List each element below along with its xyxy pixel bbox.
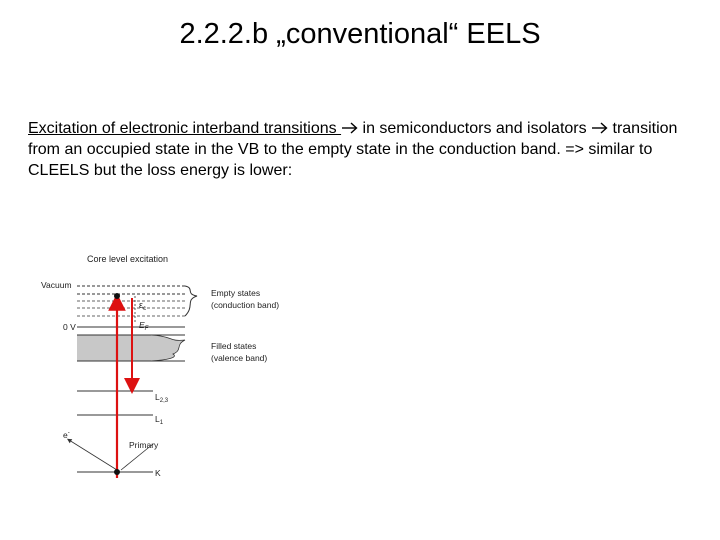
core-level-excitation-diagram: [35, 250, 305, 490]
conduction-band-label: (conduction band): [211, 300, 280, 310]
valence-band-fill: [77, 335, 151, 361]
l1-label: $L_1$: [155, 414, 164, 426]
filled-states-label: Filled states: [211, 341, 257, 351]
slide-title: 2.2.2.b „conventional“ EELS: [179, 18, 541, 50]
core-electron-dot: [114, 469, 120, 475]
vacuum-label: Vacuum: [41, 280, 72, 290]
valence-band-label: (valence band): [211, 353, 268, 363]
body-mid-text: in semiconductors and isolators: [358, 120, 592, 137]
ef-label: $E_F$: [139, 320, 149, 332]
l23-label: $L_{2,3}$: [155, 392, 169, 404]
empty-density-of-states-curve: [185, 286, 197, 316]
body-paragraph: [28, 118, 698, 181]
ec-label: $\varepsilon_c$: [139, 300, 147, 312]
diagram-heading: Core level excitation: [87, 254, 169, 264]
right-arrow-icon: [341, 122, 358, 134]
electron-label: e-: [63, 430, 70, 440]
primary-label: Primary: [129, 440, 159, 450]
excited-electron-dot: [114, 293, 120, 299]
zero-volt-label: 0 V: [63, 322, 76, 332]
empty-states-label: Empty states: [211, 288, 261, 298]
filled-density-of-states-curve: [151, 335, 185, 361]
underlined-phrase: Excitation of electronic interband transitions: [28, 120, 342, 137]
body-tail-text: transition from an occupied state in the VB to the empty state in the conduction band. => similar to CLEELS but the loss energy is lower:: [28, 120, 678, 179]
scattered-electron-path: [69, 440, 117, 470]
right-arrow-icon: [591, 122, 608, 134]
k-label: K: [155, 468, 161, 478]
